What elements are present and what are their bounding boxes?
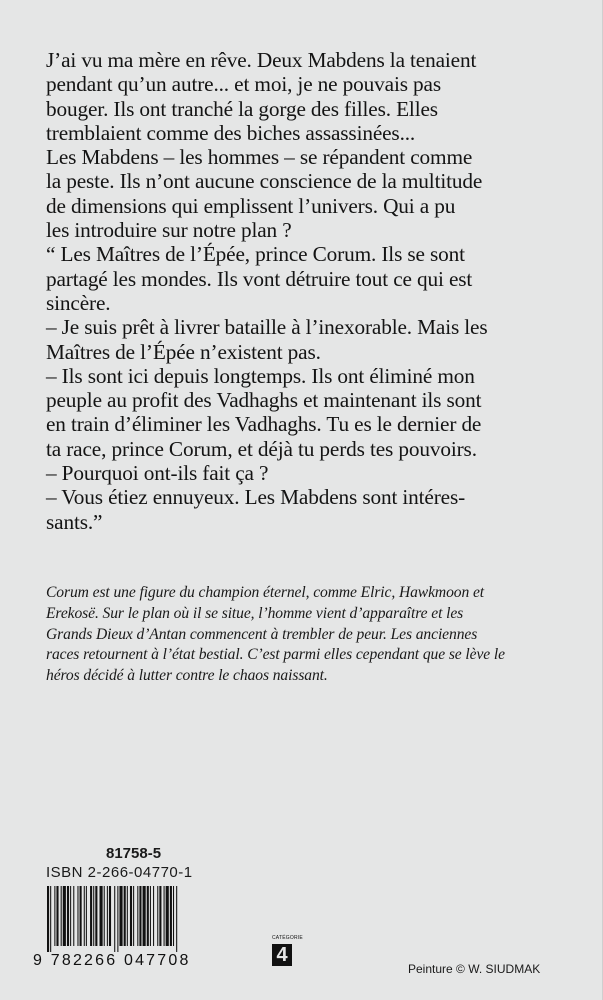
blurb-line: héros décidé à lutter contre le chaos naissant. — [46, 667, 328, 685]
barcode-bar — [143, 886, 146, 946]
excerpt-line: peuple au profit des Vadhaghs et maintenant ils sont — [46, 388, 482, 413]
barcode-bar — [166, 886, 169, 946]
barcode-bar — [173, 886, 174, 946]
barcode-bar — [86, 886, 87, 946]
barcode-bar — [47, 886, 49, 952]
isbn-number: ISBN 2-266-04770-1 — [46, 864, 193, 881]
barcode-bar — [109, 886, 111, 946]
barcode-bar — [95, 886, 97, 946]
barcode-bar — [147, 886, 149, 946]
barcode-bar — [100, 886, 103, 946]
barcode-bar — [137, 886, 138, 946]
barcode-bar — [114, 886, 115, 952]
excerpt-line: de dimensions qui emplissent l’univers. Qui a pu — [46, 193, 456, 218]
barcode-bar — [157, 886, 158, 946]
barcode-bar — [153, 886, 154, 946]
blurb-text — [46, 583, 576, 687]
blurb-line: Corum est une figure du champion éternel, comme Elric, Hawkmoon et — [46, 584, 485, 601]
barcode-bar — [93, 886, 94, 946]
excerpt-line: partagé les mondes. Ils vont détruire tout ce qui est — [46, 266, 473, 291]
category-label: CATÉGORIE — [272, 935, 303, 941]
barcode-bar — [70, 886, 71, 946]
barcode — [33, 886, 233, 973]
barcode-bar — [84, 886, 85, 946]
barcode-bar — [107, 886, 108, 946]
barcode-bar — [170, 886, 172, 946]
barcode-bar — [77, 886, 78, 946]
excerpt-line: en train d’éliminer les Vadhaghs. Tu es le dernier de — [46, 412, 482, 437]
barcode-bar — [150, 886, 151, 946]
cover-art-credit: Peinture © W. SIUDMAK — [408, 962, 541, 976]
excerpt-line: – Je suis prêt à livrer bataille à l’inexorable. Mais les — [46, 315, 488, 340]
barcode-bar — [63, 886, 66, 946]
excerpt-line: sincère. — [46, 290, 111, 315]
excerpt-line: tremblaient comme des biches assassinées... — [46, 120, 416, 145]
blurb-line: races retournent à l’état bestial. C’est parmi elles cependant que se lève le — [46, 646, 505, 664]
excerpt-line: “ Les Maîtres de l’Épée, prince Corum. Ils se sont — [46, 242, 465, 267]
excerpt-line: la peste. Ils n’ont aucune conscience de la multitude — [46, 169, 483, 194]
barcode-bar — [67, 886, 69, 946]
excerpt-line: les introduire sur notre plan ? — [46, 218, 292, 243]
barcode-bar — [56, 886, 58, 946]
blurb-line: Grands Dieux d’Antan commencent à trembler de peur. Les anciennes — [46, 625, 478, 643]
excerpt-line: – Ils sont ici depuis longtemps. Ils ont éliminé mon — [46, 363, 475, 388]
excerpt-line: J’ai vu ma mère en rêve. Deux Mabdens la tenaient — [46, 48, 477, 72]
ean-number: 9 782266 047708 — [33, 952, 191, 969]
excerpt-line: Maîtres de l’Épée n’existent pas. — [46, 339, 321, 364]
excerpt-line: bouger. Ils ont tranché la gorge des filles. Elles — [46, 96, 438, 121]
barcode-bar — [50, 886, 51, 952]
barcode-bar — [130, 886, 132, 946]
barcode-bar — [124, 886, 126, 946]
barcode-bar — [159, 886, 161, 946]
excerpt-line: Les Mabdens – les hommes – se répandent comme — [46, 145, 473, 170]
barcode-bar — [164, 886, 165, 946]
barcode-bar — [119, 886, 122, 946]
category-badge — [272, 935, 303, 966]
barcode-bar — [117, 886, 118, 952]
reference-number: 81758-5 — [106, 845, 162, 862]
barcode-bar — [133, 886, 134, 946]
barcode-bar — [139, 886, 141, 946]
blurb-line: Erekosë. Sur le plan où il se situe, l’homme vient d’apparaître et les — [46, 604, 464, 622]
barcode-bar — [54, 886, 55, 946]
barcode-bar — [90, 886, 92, 946]
excerpt-text — [46, 48, 576, 534]
barcode-bar — [176, 886, 177, 952]
barcode-bars — [33, 886, 233, 952]
barcode-bar — [127, 886, 128, 946]
excerpt-line: ta race, prince Corum, et déjà tu perds tes pouvoirs. — [46, 436, 477, 461]
category-number: 4 — [272, 944, 292, 966]
barcode-bar — [80, 886, 82, 946]
barcode-bar — [73, 886, 74, 946]
excerpt-line: pendant qu’un autre... et moi, je ne pouvais pas — [46, 72, 441, 97]
barcode-bar — [61, 886, 62, 946]
excerpt-line: – Vous étiez ennuyeux. Les Mabdens sont intéres- — [46, 485, 466, 510]
excerpt-line: sants.” — [46, 509, 103, 534]
excerpt-line: – Pourquoi ont-ils fait ça ? — [46, 461, 269, 486]
barcode-bar — [104, 886, 105, 946]
